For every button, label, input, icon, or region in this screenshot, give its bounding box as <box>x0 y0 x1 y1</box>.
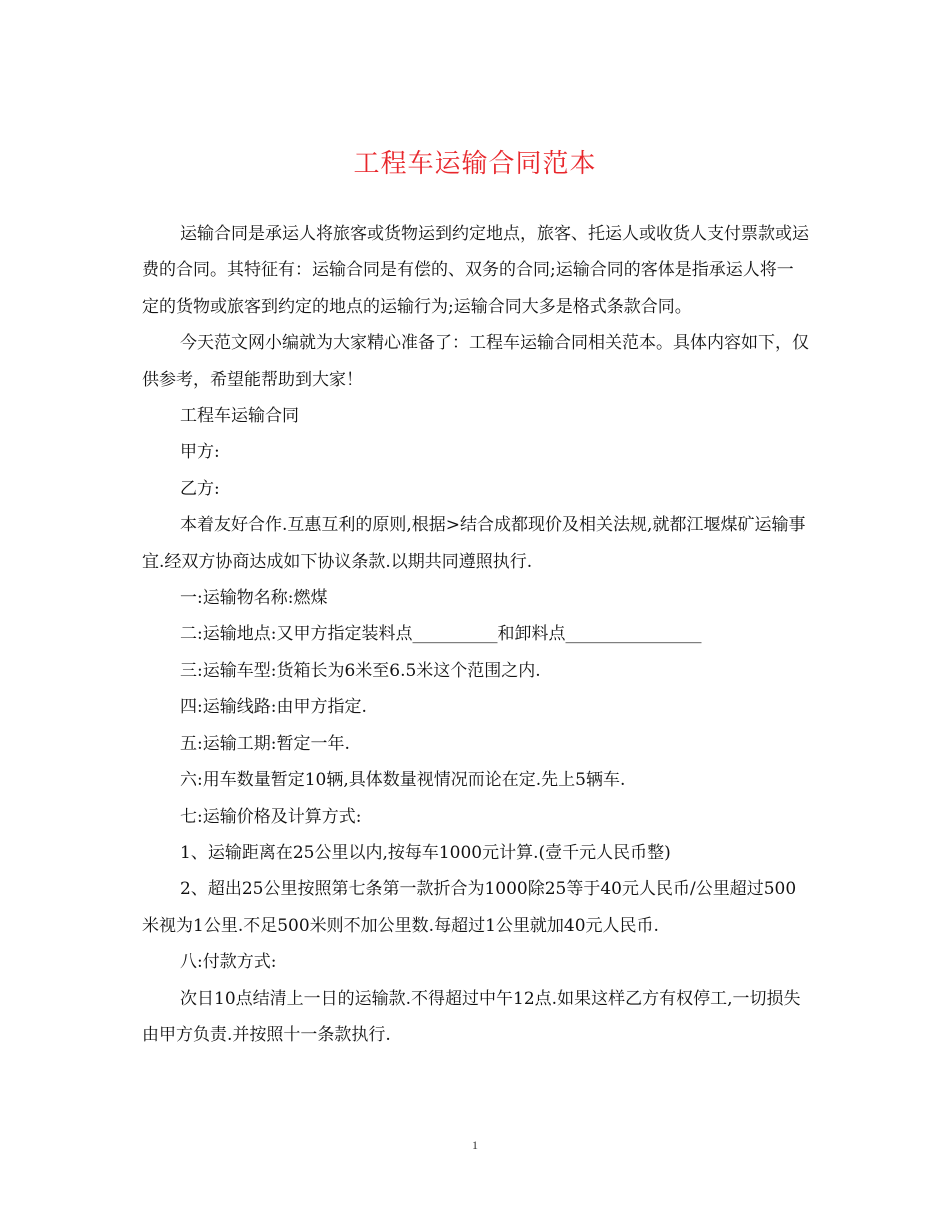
clause-2: 二:运输地点:又甲方指定装料点__________和卸料点________________ <box>180 624 702 645</box>
party-a: 甲方: <box>180 442 220 463</box>
clause-4: 四:运输线路:由甲方指定. <box>180 697 367 718</box>
clause-1: 一:运输物名称:燃煤 <box>180 588 328 609</box>
clause-7-item-2: 2、超出25公里按照第七条第一款折合为1000除25等于40元人民币/公里超过500米视为1公里.不足500米则不加公里数.每超过1公里就加40元人民币. <box>142 879 797 936</box>
paragraph-intro: 运输合同是承运人将旅客或货物运到约定地点，旅客、托运人或收货人支付票款或运费的合同。其特征有：运输合同是有偿的、双务的合同;运输合同的客体是指承运人将一定的货物或旅客到约定的地点的运输行为;运输合同大多是格式条款合同。 <box>142 224 809 317</box>
clause-7: 七:运输价格及计算方式: <box>180 806 362 827</box>
clause-8-detail: 次日10点结清上一日的运输款.不得超过中午12点.如果这样乙方有权停工,一切损失由甲方负责.并按照十一条款执行. <box>142 988 801 1045</box>
page-number: 1 <box>472 1138 478 1152</box>
document-body <box>142 216 810 1053</box>
clause-8: 八:付款方式: <box>180 952 277 973</box>
document-title: 工程车运输合同范本 <box>353 149 597 179</box>
clause-7-item-1: 1、运输距离在25公里以内,按每车1000元计算.(壹千元人民币整) <box>180 842 671 863</box>
clause-6: 六:用车数量暂定10辆,具体数量视情况而论在定.先上5辆车. <box>180 770 626 791</box>
contract-heading: 工程车运输合同 <box>180 406 299 427</box>
party-b: 乙方: <box>180 478 220 499</box>
clause-3: 三:运输车型:货箱长为6米至6.5米这个范围之内. <box>180 660 541 681</box>
paragraph-preamble: 本着友好合作.互惠互利的原则,根据>结合成都现价及相关法规,就都江堰煤矿运输事宜.经双方协商达成如下协议条款.以期共同遵照执行. <box>142 515 806 572</box>
paragraph-editor-note: 今天范文网小编就为大家精心准备了：工程车运输合同相关范本。具体内容如下，仅供参考，希望能帮助到大家！ <box>142 333 809 390</box>
clause-5: 五:运输工期:暂定一年. <box>180 733 350 754</box>
